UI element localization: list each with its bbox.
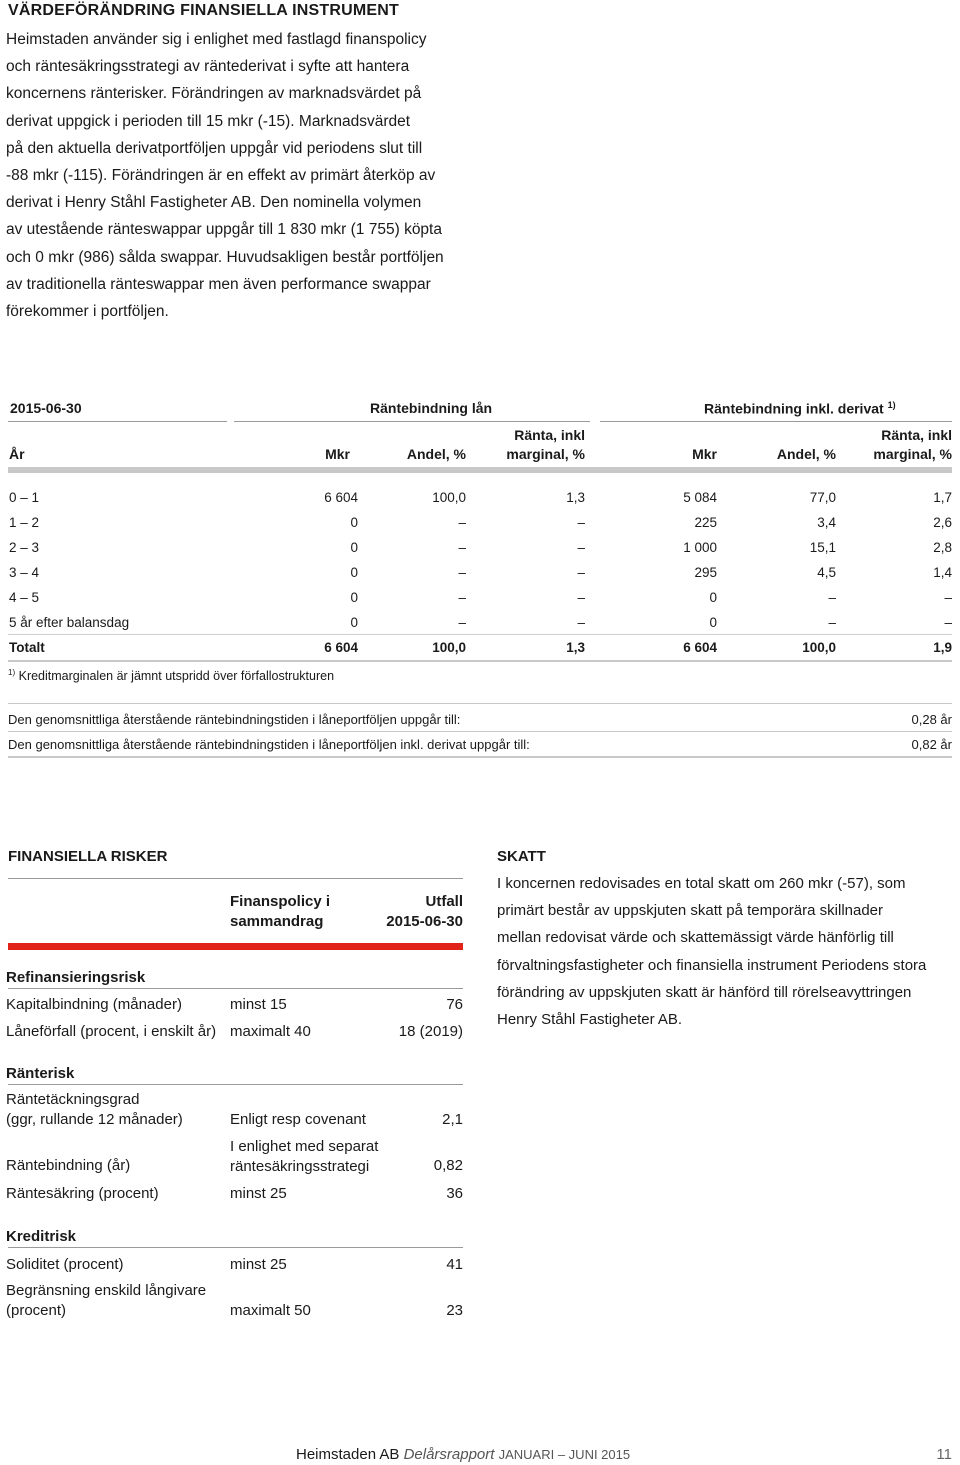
cell: – <box>577 615 585 630</box>
avg-value: 0,82 år <box>911 737 952 752</box>
col-header-mkr: Mkr <box>325 446 350 462</box>
risk-row-label-line: (procent) <box>6 1302 67 1319</box>
cell: – <box>458 615 466 630</box>
cell: 3,4 <box>817 515 836 530</box>
col-header-andel: Andel, % <box>406 446 466 462</box>
cell: 100,0 <box>802 640 836 655</box>
cell: 1 000 <box>683 540 717 555</box>
paragraph-line: -88 mkr (-115). Förändringen är en effekt av primärt återköp av <box>6 166 436 184</box>
paragraph-line: derivat uppgick i perioden till 15 mkr (-15). Marknadsvärdet <box>6 112 411 130</box>
cell: 100,0 <box>432 490 466 505</box>
paragraph-line: av utestående ränteswappar uppgår till 1 830 mkr (1 755) köpta <box>6 221 442 239</box>
cell: 1,4 <box>933 565 952 580</box>
row-label: 1 – 2 <box>9 515 40 530</box>
paragraph-line: Heimstaden använder sig i enlighet med fastlagd finanspolicy <box>6 31 427 48</box>
cell: – <box>577 540 585 555</box>
row-label: 0 – 1 <box>9 490 40 505</box>
avg-row <box>8 733 952 757</box>
cell: – <box>577 565 585 580</box>
row-label: Totalt <box>9 640 45 655</box>
cell: 77,0 <box>809 490 836 505</box>
avg-row <box>8 708 952 732</box>
section-heading: VÄRDEFÖRÄNDRING FINANSIELLA INSTRUMENT <box>8 2 399 19</box>
cell: 6 604 <box>683 640 717 655</box>
group-rule <box>8 1084 463 1085</box>
risk-row-policy: Enligt resp covenant <box>230 1111 366 1128</box>
risk-section-title: FINANSIELLA RISKER <box>8 848 168 865</box>
risk-header-bar <box>8 943 463 950</box>
cell: 1,3 <box>566 490 585 505</box>
table-row <box>8 510 952 535</box>
table-row <box>8 485 952 510</box>
paragraph-line: av traditionella ränteswappar men även performance swappar <box>6 275 431 293</box>
cell: – <box>828 590 836 605</box>
table-total-row <box>8 635 952 660</box>
cell: 2,8 <box>933 540 952 555</box>
col-header-mkr-derivat: Mkr <box>692 446 717 462</box>
avg-value: 0,28 år <box>911 712 952 727</box>
risk-title-rule <box>8 878 463 879</box>
avg-mid-rule <box>8 731 952 732</box>
cell: – <box>828 615 836 630</box>
footnote-marker: 1) <box>8 668 16 677</box>
cell: 100,0 <box>432 640 466 655</box>
col-header-andel-derivat: Andel, % <box>776 446 836 462</box>
risk-row-label-line: Begränsning enskild långivare <box>6 1282 207 1299</box>
risk-row-label-line: Räntetäckningsgrad <box>6 1091 140 1108</box>
cell: 0 <box>350 540 358 555</box>
paragraph-line: förekommer i portföljen. <box>6 302 169 320</box>
header-rule <box>600 421 952 422</box>
risk-row-value: 23 <box>446 1302 463 1319</box>
paragraph-line: Henry Ståhl Fastigheter AB. <box>497 1010 683 1028</box>
col-header-policy <box>230 892 330 932</box>
group-rule <box>8 988 463 989</box>
cell: – <box>458 515 466 530</box>
avg-label: Den genomsnittliga återstående räntebindningstiden i låneportföljen inkl. derivat uppgår till: <box>8 737 530 752</box>
cell: 0 <box>709 615 717 630</box>
col-header-ranta-line: Ränta, inkl <box>514 427 585 443</box>
cell: – <box>458 565 466 580</box>
col-header-policy-line: sammandrag <box>230 913 324 930</box>
cell: – <box>458 590 466 605</box>
risk-row-label: Räntesäkring (procent) <box>6 1185 159 1202</box>
cell: – <box>577 590 585 605</box>
paragraph-line: koncernens ränterisker. Förändringen av marknadsvärdet på <box>6 85 422 103</box>
paragraph-line: och räntesäkringsstrategi av räntederivat i syfte att hantera <box>6 58 410 76</box>
table-bottom-rule <box>8 660 952 662</box>
risk-row-value: 18 (2019) <box>398 1023 463 1040</box>
risk-row-policy-line: räntesäkringsstrategi <box>230 1158 370 1175</box>
group-rule <box>8 1247 463 1248</box>
cell: 295 <box>694 565 717 580</box>
risk-row-label: Kapitalbindning (månader) <box>6 996 182 1013</box>
footer-company: Heimstaden AB <box>296 1446 400 1463</box>
cell: 5 084 <box>683 490 717 505</box>
cell: 15,1 <box>809 540 836 555</box>
footnote <box>8 668 334 683</box>
risk-row-value: 2,1 <box>442 1111 463 1128</box>
risk-row-value: 36 <box>446 1185 463 1202</box>
cell: 0 <box>709 590 717 605</box>
cell: 6 604 <box>324 490 358 505</box>
paragraph-line: primärt består av uppskjuten skatt på temporära skillnader <box>497 902 884 920</box>
paragraph-line: derivat i Henry Ståhl Fastigheter AB. Den nominella volymen <box>6 194 422 212</box>
row-label: 4 – 5 <box>9 590 40 605</box>
cell: 0 <box>350 515 358 530</box>
table-row <box>8 560 952 585</box>
table-row <box>8 535 952 560</box>
risk-row-policy-line: I enlighet med separat <box>230 1138 379 1155</box>
cell: 225 <box>694 515 717 530</box>
risk-row-value: 0,82 <box>433 1157 463 1174</box>
group-header-loans: Räntebindning lån <box>370 400 493 416</box>
footnote-text: Kreditmarginalen är jämnt utspridd över förfallostrukturen <box>18 669 335 684</box>
cell: 1,3 <box>566 640 585 655</box>
paragraph-line: mellan redovisat värde och skattemässigt värde hänförlig till <box>497 929 894 947</box>
col-header-ranta-line: marginal, % <box>506 446 585 462</box>
paragraph-line: förändring av uppskjuten skatt är hänförd till rörelseavyttringen <box>497 983 912 1001</box>
risk-row-label: Låneförfall (procent, i enskilt år) <box>6 1023 217 1040</box>
table-date: 2015-06-30 <box>10 400 82 416</box>
cell: 2,6 <box>933 515 952 530</box>
col-header-outcome <box>386 892 463 932</box>
risk-row-label: Räntebindning (år) <box>6 1157 131 1174</box>
risk-row-label: Soliditet (procent) <box>6 1256 124 1273</box>
risk-group-heading: Kreditrisk <box>6 1228 77 1245</box>
cell: 4,5 <box>817 565 836 580</box>
col-header-year: År <box>9 446 25 462</box>
risk-row-value: 76 <box>446 996 463 1013</box>
footer-period: JANUARI – JUNI 2015 <box>498 1447 631 1462</box>
col-header-ranta-line: Ränta, inkl <box>881 427 952 443</box>
avg-bottom-rule <box>8 756 952 758</box>
row-label: 3 – 4 <box>9 565 40 580</box>
header-rule <box>234 421 590 422</box>
col-header-outcome-line: 2015-06-30 <box>386 913 463 930</box>
group-header-derivatives-label: Räntebindning inkl. derivat <box>704 400 884 417</box>
col-header-ranta <box>506 426 585 464</box>
risk-row-label <box>6 1090 183 1130</box>
row-label: 5 år efter balansdag <box>9 615 130 630</box>
col-header-ranta-derivat <box>873 426 952 464</box>
cell: – <box>944 590 952 605</box>
table-row <box>8 585 952 610</box>
risk-row-policy: maximalt 40 <box>230 1023 311 1040</box>
cell: 1,7 <box>933 490 952 505</box>
paragraph-line: förvaltningsfastigheter och finansiella instrument Periodens stora <box>497 956 927 974</box>
cell: 0 <box>350 565 358 580</box>
cell: 6 604 <box>324 640 358 655</box>
tax-paragraph <box>497 870 957 1033</box>
cell: 0 <box>350 590 358 605</box>
col-header-ranta-line: marginal, % <box>873 446 952 462</box>
risk-row-label <box>6 1281 206 1321</box>
risk-row-policy: maximalt 50 <box>230 1302 311 1319</box>
cell: 0 <box>350 615 358 630</box>
footer-report: Delårsrapport <box>403 1446 495 1463</box>
risk-row-label-line: (ggr, rullande 12 månader) <box>6 1111 183 1128</box>
avg-top-rule <box>8 703 952 704</box>
avg-label: Den genomsnittliga återstående räntebindningstiden i låneportföljen uppgår till: <box>8 712 461 727</box>
footnote-marker: 1) <box>887 400 896 410</box>
tax-section-title: SKATT <box>497 848 546 865</box>
risk-row-value: 41 <box>446 1256 463 1273</box>
row-label: 2 – 3 <box>9 540 40 555</box>
cell: – <box>577 515 585 530</box>
page-footer <box>296 1446 630 1463</box>
risk-row-policy <box>230 1137 378 1177</box>
paragraph-line: I koncernen redovisades en total skatt om 260 mkr (-57), som <box>497 875 906 892</box>
header-rule <box>8 421 227 422</box>
risk-row-policy: minst 25 <box>230 1256 287 1273</box>
paragraph-line: och 0 mkr (986) sålda swappar. Huvudsakligen består portföljen <box>6 248 444 266</box>
risk-group-heading: Ränterisk <box>6 1065 75 1082</box>
col-header-policy-line: Finanspolicy i <box>230 893 331 910</box>
table-row <box>8 610 952 635</box>
cell: – <box>944 615 952 630</box>
intro-paragraph <box>6 26 476 325</box>
risk-row-policy: minst 15 <box>230 996 287 1013</box>
risk-row-policy: minst 25 <box>230 1185 287 1202</box>
cell: 1,9 <box>933 640 952 655</box>
cell: – <box>458 540 466 555</box>
header-band <box>8 467 952 473</box>
paragraph-line: på den aktuella derivatportföljen uppgår vid periodens slut till <box>6 139 423 157</box>
col-header-outcome-line: Utfall <box>425 893 463 910</box>
page-number: 11 <box>936 1446 952 1463</box>
risk-group-heading: Refinansieringsrisk <box>6 969 146 986</box>
group-header-derivatives <box>704 400 896 417</box>
